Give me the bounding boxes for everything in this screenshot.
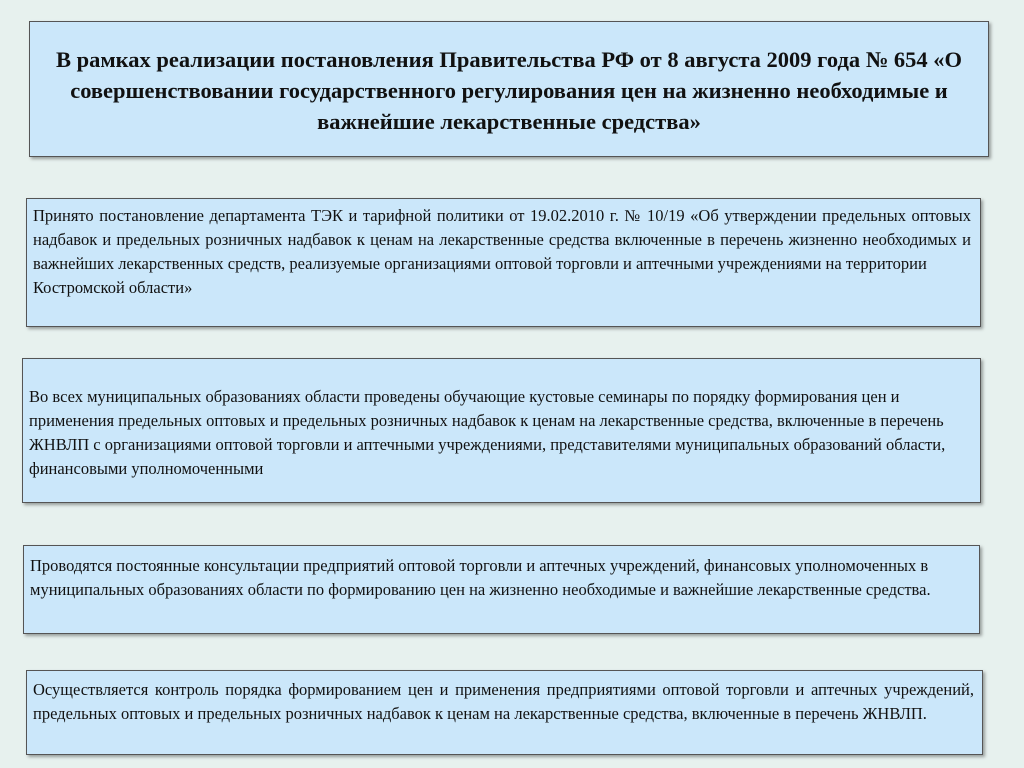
- text-block-resolution: [26, 198, 981, 327]
- block-text: Во всех муниципальных образованиях области проведены обучающие кустовые семинары по порядку формирования цен и применения предельных оптовых и предельных розничных надбавок к ценам на лекарственные средства, включенные в перечень ЖНВЛП с организациями оптовой торговли и аптечными учреждениями, представителями муниципальных образований области, финансовыми уполномоченными: [29, 387, 946, 478]
- text-block-consultations: [23, 545, 980, 634]
- page-title: В рамках реализации постановления Правительства РФ от 8 августа 2009 года № 654 «О совершенствовании государственного регулирования цен на жизненно необходимые и важнейшие лекарственные средства»: [55, 47, 963, 134]
- block-text: Проводятся постоянные консультации предприятий оптовой торговли и аптечных учреждений, финансовых уполномоченных в муниципальных образованиях области по формированию цен на жизненно необходимые и важнейшие лекарственные средства.: [30, 556, 931, 599]
- text-block-control: [26, 670, 983, 755]
- title-box: [29, 21, 989, 157]
- block-text: Принято постановление департамента ТЭК и тарифной политики от 19.02.2010 г. № 10/19 «Об утверждении предельных оптовых надбавок и предельных розничных надбавок к ценам на лекарственные средства включенные в перечень жизненно необходимых и важнейших лекарственных средств, реализуемые организациями оптовой торговли и аптечными учреждениями на территории: [33, 206, 971, 273]
- block-text: Осуществляется контроль порядка формированием цен и применения предприятиями оптовой торговли и аптечных учреждений, предельных оптовых и предельных розничных надбавок к ценам на лекарственные средства, включенные в перечень ЖНВЛП.: [33, 680, 974, 723]
- block-text-last-line: Костромской области»: [33, 278, 193, 297]
- text-block-seminars: [22, 358, 981, 503]
